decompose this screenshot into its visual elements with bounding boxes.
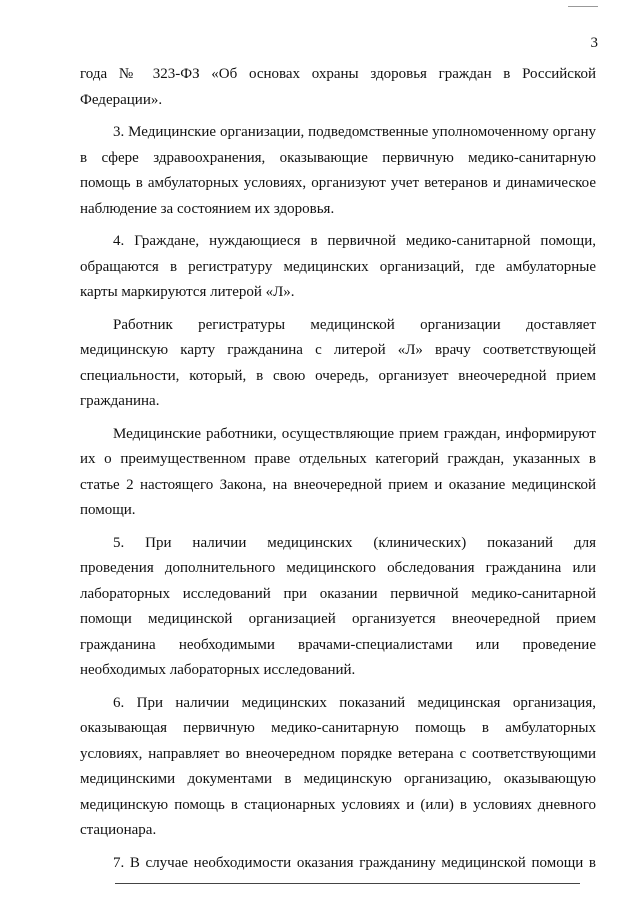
paragraph-gap <box>80 684 596 691</box>
text-line: 3. Медицинские организации, подведомственные уполномоченному органу <box>113 124 596 140</box>
paragraph-gap <box>80 524 596 531</box>
paragraph-gap <box>80 113 596 120</box>
paragraph <box>80 62 596 113</box>
text-line: помощи медицинской организацией организуется внеочередной прием <box>80 611 596 627</box>
document-body <box>80 62 596 876</box>
text-line: гражданина. <box>80 393 160 409</box>
text-line: помощь в амбулаторных условиях, организуют учет ветеранов и динамическое <box>80 175 596 191</box>
paragraph <box>80 851 596 877</box>
paragraph <box>80 531 596 684</box>
text-line: статье 2 настоящего Закона, на внеочередной прием и оказание медицинской <box>80 476 596 493</box>
text-line: 4. Граждане, нуждающиеся в первичной медико-санитарной помощи, <box>113 233 596 249</box>
paragraph-gap <box>80 415 596 422</box>
text-line: наблюдение за состоянием их здоровья. <box>80 200 335 217</box>
text-line: помощи. <box>80 502 136 518</box>
text-line: медицинскими документами в медицинскую организацию, оказывающую <box>80 771 596 787</box>
paragraph <box>80 422 596 524</box>
paragraph-gap <box>80 222 596 229</box>
text-line: года № 323-ФЗ «Об основах охраны здоровья граждан в Российской <box>80 66 596 82</box>
paragraph <box>80 313 596 415</box>
text-line: необходимых лабораторных исследований. <box>80 662 356 678</box>
paragraph <box>80 691 596 844</box>
text-line: лабораторных исследований при оказании первичной медико-санитарной <box>80 585 596 602</box>
text-line: оказывающая первичную медико-санитарную помощь в амбулаторных <box>80 720 596 736</box>
text-line: специальности, который, в свою очередь, организует внеочередной прием <box>80 367 596 384</box>
text-line: проведения дополнительного медицинского обследования гражданина или <box>80 560 596 576</box>
text-line: 6. При наличии медицинских показаний медицинская организация, <box>113 694 596 711</box>
text-line: Медицинские работники, осуществляющие прием граждан, информируют <box>113 425 596 442</box>
text-line: медицинскую карту гражданина с литерой «Л» врачу соответствующей <box>80 342 596 358</box>
text-line: их о преимущественном праве отдельных категорий граждан, указанных в <box>80 451 596 467</box>
text-line: условиях, направляет во внеочередном порядке ветерана с соответствующими <box>80 745 596 762</box>
text-line: карты маркируются литерой «Л». <box>80 284 295 300</box>
text-line: 7. В случае необходимости оказания гражданину медицинской помощи в <box>113 854 596 871</box>
paragraph-gap <box>80 306 596 313</box>
page-bottom-rule <box>115 883 580 884</box>
text-line: в сфере здравоохранения, оказывающие первичную медико-санитарную <box>80 149 596 166</box>
text-line: медицинскую помощь в стационарных условиях и (или) в условиях дневного <box>80 796 596 813</box>
text-line: Работник регистратуры медицинской организации доставляет <box>113 316 596 333</box>
paragraph <box>80 120 596 222</box>
scan-edge-mark <box>568 0 598 7</box>
text-line: стационара. <box>80 822 157 838</box>
paragraph <box>80 229 596 306</box>
text-line: обращаются в регистратуру медицинских организаций, где амбулаторные <box>80 258 596 275</box>
text-line: Федерации». <box>80 91 163 108</box>
text-line: 5. При наличии медицинских (клинических) показаний для <box>113 534 596 551</box>
text-line: гражданина необходимыми врачами-специалистами или проведение <box>80 636 596 653</box>
page-number: 3 <box>590 35 598 51</box>
paragraph-gap <box>80 844 596 851</box>
